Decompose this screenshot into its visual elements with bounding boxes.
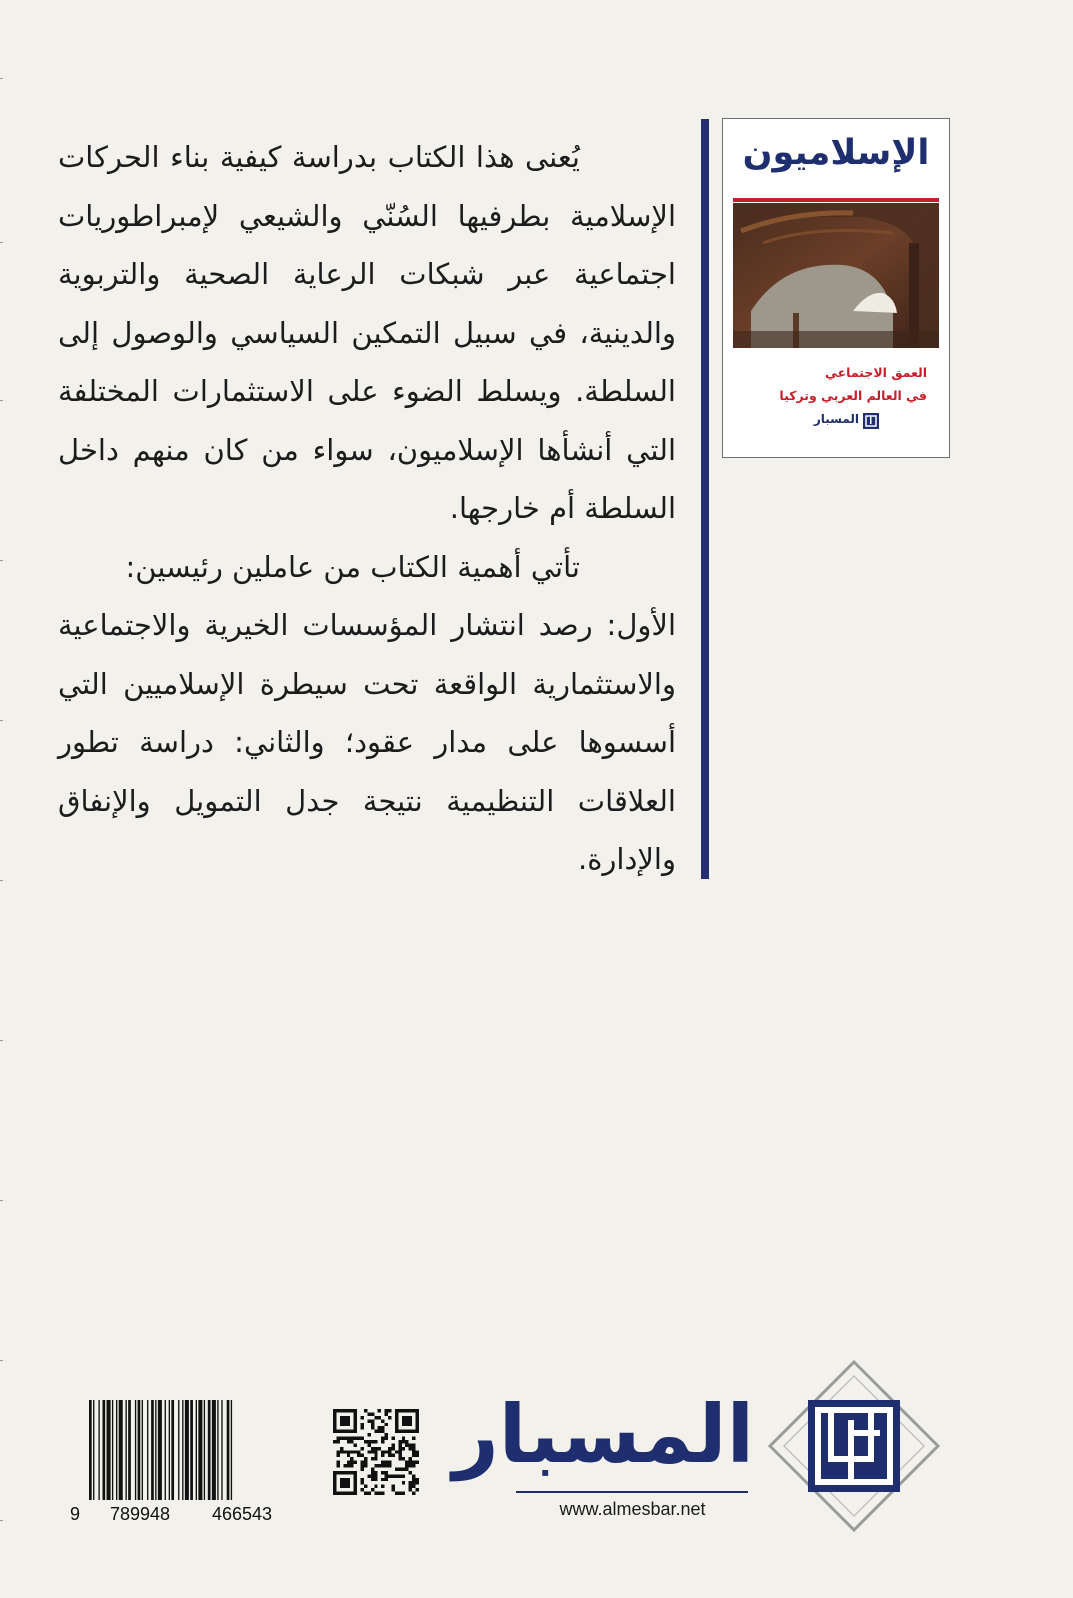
qr-module (333, 1440, 336, 1443)
qr-module (354, 1461, 357, 1464)
qr-module (388, 1454, 391, 1457)
qr-module (402, 1467, 405, 1470)
qr-module (336, 1461, 339, 1464)
barcode-bar (155, 1400, 156, 1500)
qr-module (409, 1443, 412, 1446)
qr-module (381, 1485, 384, 1488)
qr-module (343, 1450, 346, 1453)
qr-module (374, 1478, 377, 1481)
qr-module (385, 1464, 388, 1467)
qr-module (388, 1409, 391, 1412)
qr-module (367, 1474, 370, 1477)
qr-module (385, 1461, 388, 1464)
qr-module (385, 1409, 388, 1412)
qr-module (364, 1440, 367, 1443)
qr-module (416, 1488, 419, 1491)
barcode-bar (89, 1400, 92, 1500)
qr-module (381, 1450, 384, 1453)
qr-module (336, 1450, 339, 1453)
qr-module (350, 1437, 353, 1440)
barcode-bar (147, 1400, 148, 1500)
qr-module (405, 1464, 408, 1467)
qr-module (343, 1437, 346, 1440)
qr-module (409, 1447, 412, 1450)
barcode-bar (212, 1400, 216, 1500)
barcode-bar (151, 1400, 154, 1500)
publisher-website: www.almesbar.net (559, 1499, 706, 1519)
qr-module (385, 1423, 388, 1426)
qr-module (405, 1443, 408, 1446)
qr-module (388, 1447, 391, 1450)
qr-module (364, 1461, 367, 1464)
barcode-bar (171, 1400, 174, 1500)
barcode-bar (165, 1400, 166, 1500)
qr-module (381, 1471, 384, 1474)
qr-module (364, 1457, 367, 1460)
qr-module (385, 1433, 388, 1436)
qr-module (374, 1485, 377, 1488)
qr-module (350, 1461, 353, 1464)
qr-module (405, 1461, 408, 1464)
qr-module (364, 1485, 367, 1488)
qr-module (381, 1461, 384, 1464)
qr-module (343, 1464, 346, 1467)
barcode-number (64, 1504, 284, 1524)
qr-module (367, 1412, 370, 1415)
qr-module (347, 1464, 350, 1467)
qr-module (395, 1492, 398, 1495)
qr-module (371, 1412, 374, 1415)
qr-module (412, 1443, 415, 1446)
qr-module (402, 1457, 405, 1460)
qr-module (402, 1440, 405, 1443)
qr-module (340, 1437, 343, 1440)
qr-module (340, 1416, 350, 1426)
qr-module (409, 1461, 412, 1464)
qr-module (350, 1440, 353, 1443)
qr-module (361, 1423, 364, 1426)
cover-subtitle (737, 361, 927, 407)
barcode-bar (185, 1400, 189, 1500)
qr-module (381, 1426, 384, 1429)
qr-module (391, 1437, 394, 1440)
qr-module (361, 1416, 364, 1419)
barcode-group-2: 466543 (212, 1504, 273, 1524)
qr-module (364, 1492, 367, 1495)
qr-module (402, 1474, 405, 1477)
qr-module (405, 1467, 408, 1470)
qr-module (361, 1464, 364, 1467)
qr-module (357, 1450, 360, 1453)
qr-module (402, 1492, 405, 1495)
qr-module (378, 1464, 381, 1467)
cover-publisher-name: المسبار (813, 412, 859, 426)
qr-module (395, 1450, 398, 1453)
qr-module (347, 1450, 350, 1453)
qr-module (412, 1461, 415, 1464)
barcode-bar (190, 1400, 193, 1500)
qr-module (361, 1437, 364, 1440)
qr-module (336, 1437, 339, 1440)
qr-module (385, 1478, 388, 1481)
qr-module (361, 1488, 364, 1491)
qr-module (378, 1409, 381, 1412)
qr-module (378, 1430, 381, 1433)
vertical-accent-rule (701, 119, 709, 879)
barcode-bar (98, 1400, 99, 1500)
qr-module (347, 1440, 350, 1443)
qr-module (416, 1461, 419, 1464)
qr-module (361, 1454, 364, 1457)
qr-module (409, 1464, 412, 1467)
qr-module (398, 1447, 401, 1450)
barcode-lead-digit: 9 (70, 1504, 81, 1524)
qr-module (391, 1485, 394, 1488)
qr-module (374, 1416, 377, 1419)
qr-module (412, 1454, 415, 1457)
cover-publisher (799, 413, 879, 435)
qr-module (350, 1450, 353, 1453)
qr-module (381, 1430, 384, 1433)
qr-module (391, 1488, 394, 1491)
barcode-bar (93, 1400, 94, 1500)
qr-module (378, 1492, 381, 1495)
barcode-bar (103, 1400, 106, 1500)
description-paragraph-2: تأتي أهمية الكتاب من عاملين رئيسين: (125, 549, 580, 584)
qr-module (381, 1454, 384, 1457)
qr-module (398, 1443, 401, 1446)
qr-module (354, 1437, 357, 1440)
qr-module (361, 1481, 364, 1484)
qr-module (398, 1492, 401, 1495)
qr-module (395, 1474, 398, 1477)
barcode-bar (169, 1400, 170, 1500)
qr-module (340, 1478, 350, 1488)
qr-module (371, 1474, 374, 1477)
barcode-bar (198, 1400, 202, 1500)
qr-module (402, 1481, 405, 1484)
barcode-bar (208, 1400, 211, 1500)
qr-module (412, 1474, 415, 1477)
qr-module (347, 1437, 350, 1440)
qr-module (381, 1419, 384, 1422)
qr-module (371, 1440, 374, 1443)
qr-module (361, 1426, 364, 1429)
qr-module (361, 1478, 364, 1481)
qr-module (381, 1440, 384, 1443)
barcode-bar (227, 1400, 230, 1500)
qr-module (374, 1471, 377, 1474)
qr-module (398, 1474, 401, 1477)
qr-module (364, 1464, 367, 1467)
qr-module (336, 1440, 339, 1443)
qr-module (416, 1450, 419, 1453)
qr-module (371, 1450, 374, 1453)
qr-module (347, 1461, 350, 1464)
qr-module (381, 1478, 384, 1481)
qr-module (367, 1450, 370, 1453)
qr-module (357, 1454, 360, 1457)
qr-module (367, 1419, 370, 1422)
barcode-bar (135, 1400, 136, 1500)
qr-module (412, 1481, 415, 1484)
qr-module (374, 1450, 377, 1453)
qr-module (374, 1457, 377, 1460)
barcode-group-1: 789948 (110, 1504, 171, 1524)
qr-module (374, 1492, 377, 1495)
qr-module (367, 1443, 370, 1446)
qr-module (398, 1467, 401, 1470)
qr-module (398, 1450, 401, 1453)
publisher-mini-logo-icon (863, 413, 879, 429)
qr-module (391, 1454, 394, 1457)
qr-module (357, 1437, 360, 1440)
cover-subtitle-line-2: في العالم العربي وتركيا (779, 388, 927, 403)
barcode-bar (112, 1400, 113, 1500)
qr-module (388, 1464, 391, 1467)
qr-module (371, 1419, 374, 1422)
qr-module (350, 1464, 353, 1467)
qr-module (371, 1447, 374, 1450)
qr-module (416, 1454, 419, 1457)
barcode-bar (119, 1400, 123, 1500)
qr-module (367, 1440, 370, 1443)
qr-module (340, 1447, 343, 1450)
qr-module (367, 1433, 370, 1436)
cover-title: الإسلاميون (742, 133, 930, 173)
book-description (58, 128, 676, 889)
qr-module (361, 1461, 364, 1464)
qr-module (385, 1437, 388, 1440)
qr-module (391, 1443, 394, 1446)
qr-module (412, 1450, 415, 1453)
almesbar-logo-icon (768, 1360, 940, 1532)
qr-module (388, 1461, 391, 1464)
qr-code (333, 1409, 419, 1495)
qr-module (340, 1450, 343, 1453)
cover-red-band (733, 198, 939, 202)
barcode-bar (128, 1400, 131, 1500)
qr-module (409, 1471, 412, 1474)
qr-module (374, 1447, 377, 1450)
qr-module (385, 1450, 388, 1453)
qr-module (398, 1457, 401, 1460)
qr-module (398, 1440, 401, 1443)
front-cover-thumbnail (722, 118, 950, 458)
qr-module (409, 1457, 412, 1460)
barcode-bar (125, 1400, 126, 1500)
qr-module (388, 1474, 391, 1477)
qr-module (405, 1440, 408, 1443)
qr-module (374, 1474, 377, 1477)
qr-module (371, 1467, 374, 1470)
edge-trim-marks (0, 0, 4, 1598)
qr-module (395, 1467, 398, 1470)
qr-module (371, 1426, 374, 1429)
qr-module (381, 1464, 384, 1467)
qr-module (416, 1481, 419, 1484)
qr-module (398, 1454, 401, 1457)
qr-module (409, 1485, 412, 1488)
barcode-bar (142, 1400, 143, 1500)
cover-arches-photo (733, 203, 939, 348)
qr-module (336, 1464, 339, 1467)
barcode-bar (158, 1400, 162, 1500)
qr-module (367, 1492, 370, 1495)
barcode-bar (221, 1400, 222, 1500)
qr-module (354, 1450, 357, 1453)
publisher-underline (516, 1491, 748, 1493)
barcode-bar (196, 1400, 197, 1500)
qr-module (385, 1471, 388, 1474)
qr-module (364, 1409, 367, 1412)
qr-module (409, 1481, 412, 1484)
barcode-bar (178, 1400, 179, 1500)
qr-module (412, 1464, 415, 1467)
qr-module (350, 1457, 353, 1460)
qr-module (385, 1474, 388, 1477)
qr-module (381, 1492, 384, 1495)
qr-module (336, 1454, 339, 1457)
qr-module (391, 1474, 394, 1477)
qr-module (371, 1457, 374, 1460)
qr-module (412, 1492, 415, 1495)
cover-subtitle-line-1: العمق الاجتماعي (825, 365, 927, 380)
qr-module (385, 1412, 388, 1415)
qr-module (371, 1471, 374, 1474)
qr-module (371, 1488, 374, 1491)
barcode-bar (138, 1400, 141, 1500)
qr-module (361, 1447, 364, 1450)
qr-module (391, 1447, 394, 1450)
qr-module (381, 1437, 384, 1440)
qr-module (402, 1447, 405, 1450)
barcode-bar (231, 1400, 232, 1500)
qr-module (374, 1464, 377, 1467)
barcode-bar (116, 1400, 117, 1500)
qr-module (416, 1478, 419, 1481)
barcode-bar (107, 1400, 111, 1500)
qr-module (347, 1454, 350, 1457)
qr-module (388, 1450, 391, 1453)
qr-module (371, 1478, 374, 1481)
qr-module (412, 1478, 415, 1481)
description-paragraph-1: يُعنى هذا الكتاب بدراسة كيفية بناء الحركات الإسلامية بطرفيها السُنّي والشيعي لإمبراطوريات اجتماعية عبر شبكات الرعاية الصحية والتربوية والدينية، في سبيل التمكين السياسي والوصول إلى السلطة. ويسلط الضوء على الاستثمارات المختلفة التي أنشأها الإسلاميون، سواء من كان منهم داخل السلطة أم خارجها. (58, 140, 676, 525)
qr-module (402, 1437, 405, 1440)
qr-module (378, 1416, 381, 1419)
barcode-bar (182, 1400, 183, 1500)
qr-module (412, 1485, 415, 1488)
qr-module (402, 1416, 412, 1426)
barcode-bar (204, 1400, 205, 1500)
qr-module (374, 1454, 377, 1457)
qr-module (374, 1440, 377, 1443)
qr-module (409, 1488, 412, 1491)
qr-module (378, 1426, 381, 1429)
isbn-barcode (87, 1400, 275, 1500)
qr-module (361, 1467, 364, 1470)
qr-module (412, 1447, 415, 1450)
qr-module (374, 1430, 377, 1433)
qr-module (378, 1447, 381, 1450)
qr-module (412, 1437, 415, 1440)
description-paragraph-3: الأول: رصد انتشار المؤسسات الخيرية والاجتماعية والاستثمارية الواقعة تحت سيطرة الإسلاميين التي أسسوها على مدار عقود؛ والثاني: دراسة تطور العلاقات التنظيمية نتيجة جدل التمويل والإنفاق والإدارة. (58, 608, 676, 876)
barcode-bar (217, 1400, 218, 1500)
qr-module (388, 1416, 391, 1419)
qr-module (371, 1423, 374, 1426)
qr-module (354, 1443, 357, 1446)
publisher-name: المسبار (452, 1388, 754, 1481)
